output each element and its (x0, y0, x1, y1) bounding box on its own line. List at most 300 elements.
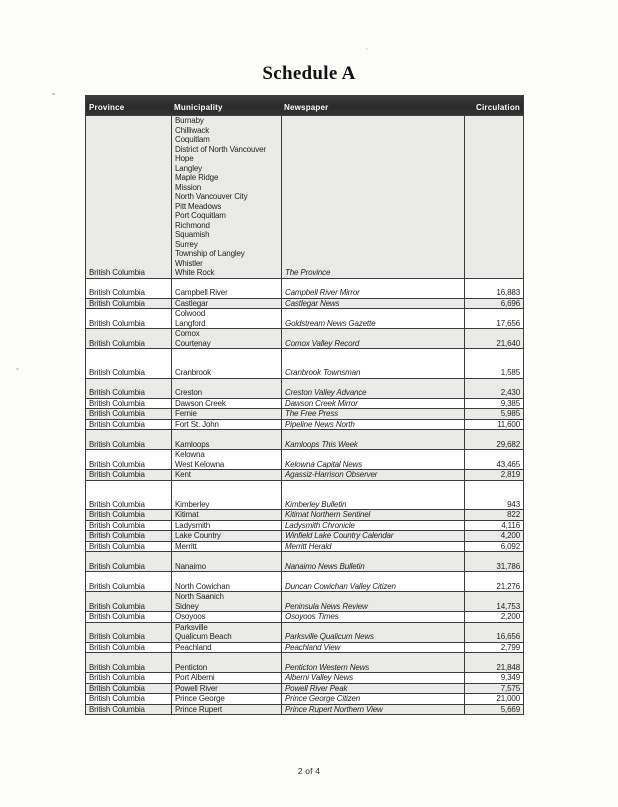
line-province: British Columbia (89, 704, 145, 714)
line-newspaper: Powell River Peak (285, 683, 348, 693)
line-province (86, 192, 171, 202)
line-municipality: Whistler (175, 258, 203, 268)
cell-newspaper (281, 572, 464, 591)
line-municipality: Fernie (175, 409, 197, 418)
cell-circulation (464, 684, 523, 694)
cell-province (86, 542, 171, 552)
line-newspaper (282, 653, 464, 663)
table-row (86, 552, 523, 572)
line-municipality: Chilliwack (175, 125, 210, 135)
schedule-table (85, 95, 524, 715)
line-province (86, 309, 171, 319)
line-newspaper (282, 240, 464, 250)
line-newspaper: Agassiz-Harrison Observer (285, 470, 378, 479)
cell-municipality (171, 694, 281, 704)
line-newspaper: Creston Valley Advance (285, 388, 367, 397)
cell-newspaper (281, 673, 464, 683)
line-circulation (465, 192, 523, 202)
line-municipality: Township of Langley (175, 249, 245, 258)
line-newspaper (282, 154, 464, 164)
line-municipality (172, 653, 281, 663)
cell-newspaper (281, 349, 464, 378)
line-province (86, 154, 171, 164)
cell-circulation (464, 409, 523, 419)
line-province (86, 359, 171, 369)
cell-municipality (171, 623, 281, 642)
line-circulation: 21,000 (496, 694, 520, 703)
table-row (86, 470, 523, 481)
cell-province (86, 379, 171, 398)
line-newspaper: Pipeline News North (285, 419, 355, 429)
cell-circulation (464, 116, 523, 278)
line-circulation: 5,669 (500, 704, 520, 714)
cell-municipality (171, 612, 281, 622)
line-province: British Columbia (89, 642, 145, 652)
table-row (86, 409, 523, 420)
cell-newspaper (281, 612, 464, 622)
table-row (86, 116, 523, 279)
cell-province (86, 521, 171, 531)
line-municipality: Powell River (175, 683, 218, 693)
cell-circulation (464, 673, 523, 683)
cell-province (86, 552, 171, 571)
cell-province (86, 531, 171, 541)
line-newspaper: Duncan Cowichan Valley Citizen (285, 581, 396, 591)
line-newspaper: Penticton Western News (285, 662, 370, 672)
column-header-province: Province (89, 103, 125, 112)
cell-province (86, 643, 171, 653)
line-circulation: 5,985 (500, 409, 520, 418)
cell-municipality (171, 430, 281, 449)
line-circulation: 43,465 (496, 459, 520, 469)
line-newspaper: Kimberley Bulletin (285, 499, 347, 509)
line-newspaper (282, 309, 464, 319)
table-row (86, 612, 523, 623)
line-municipality: Kimberley (175, 499, 210, 509)
line-municipality: Merritt (175, 541, 197, 551)
line-circulation: 6,696 (500, 298, 520, 308)
line-newspaper (282, 211, 464, 221)
line-province: British Columbia (89, 288, 145, 297)
line-circulation: 21,640 (496, 338, 520, 348)
cell-municipality (171, 542, 281, 552)
cell-municipality (171, 349, 281, 378)
cell-province (86, 399, 171, 409)
line-circulation: 17,656 (496, 318, 520, 328)
cell-newspaper (281, 643, 464, 653)
line-province: British Columbia (89, 388, 145, 397)
line-circulation: 21,848 (496, 662, 520, 672)
cell-newspaper (281, 450, 464, 469)
line-newspaper (282, 430, 464, 440)
line-province: British Columbia (89, 601, 145, 611)
line-province: British Columbia (89, 398, 145, 408)
cell-newspaper (281, 116, 464, 278)
cell-province (86, 430, 171, 449)
column-header-municipality: Municipality (174, 103, 223, 112)
cell-municipality (171, 309, 281, 328)
line-newspaper: Alberni Valley News (285, 673, 353, 682)
cell-circulation (464, 653, 523, 672)
cell-newspaper (281, 653, 464, 672)
table-row (86, 510, 523, 521)
line-province (86, 572, 171, 582)
line-newspaper (282, 126, 464, 136)
line-circulation (465, 572, 523, 582)
cell-newspaper (281, 531, 464, 541)
column-header-newspaper: Newspaper (284, 103, 329, 112)
line-province: British Columbia (89, 632, 145, 641)
table-row (86, 430, 523, 450)
cell-municipality (171, 379, 281, 398)
line-province (86, 379, 171, 389)
line-municipality: Maple Ridge (175, 173, 219, 182)
cell-municipality (171, 510, 281, 520)
line-province: British Columbia (89, 683, 145, 693)
cell-municipality (171, 450, 281, 469)
line-province (86, 202, 171, 212)
line-province (86, 116, 171, 126)
line-circulation (465, 259, 523, 269)
line-municipality: Comox (175, 329, 200, 338)
cell-province (86, 409, 171, 419)
line-circulation (465, 154, 523, 164)
line-newspaper (282, 135, 464, 145)
line-municipality: Squamish (175, 230, 210, 239)
cell-municipality (171, 481, 281, 510)
column-header-circulation: Circulation (476, 103, 520, 112)
cell-circulation (464, 399, 523, 409)
line-circulation (465, 329, 523, 339)
scan-speck (52, 93, 55, 95)
line-province (86, 249, 171, 259)
line-newspaper (282, 450, 464, 460)
line-province (86, 183, 171, 193)
table-row (86, 572, 523, 592)
cell-circulation (464, 552, 523, 571)
cell-municipality (171, 592, 281, 611)
line-circulation: 16,883 (496, 288, 520, 297)
table-row (86, 623, 523, 643)
line-circulation: 29,682 (496, 439, 520, 449)
line-circulation (465, 221, 523, 231)
line-municipality: Fort St. John (175, 419, 219, 429)
line-newspaper: Castlegar News (285, 298, 340, 308)
line-municipality: Port Alberni (175, 673, 215, 682)
line-municipality: Ladysmith (175, 520, 211, 530)
cell-province (86, 572, 171, 591)
line-newspaper (282, 116, 464, 126)
cell-province (86, 481, 171, 510)
cell-province (86, 299, 171, 309)
line-newspaper: Prince Rupert Northern View (285, 704, 383, 714)
cell-newspaper (281, 552, 464, 571)
line-circulation (465, 240, 523, 250)
line-circulation (465, 279, 523, 289)
line-municipality: Coquitlam (175, 135, 210, 144)
line-newspaper: Cranbrook Townsman (285, 368, 361, 377)
table-header (86, 96, 523, 116)
line-province (86, 126, 171, 136)
line-municipality: Sidney (175, 601, 199, 611)
cell-province (86, 673, 171, 683)
cell-municipality (171, 399, 281, 409)
line-municipality: Prince Rupert (175, 704, 222, 714)
line-newspaper: Peninsula News Review (285, 601, 368, 611)
line-municipality: Kelowna (175, 450, 205, 459)
line-circulation: 4,116 (501, 520, 520, 530)
line-newspaper: Osoyoos Times (285, 612, 339, 621)
line-municipality: North Cowichan (175, 581, 230, 591)
cell-newspaper (281, 409, 464, 419)
line-province: British Columbia (89, 612, 145, 621)
table-row (86, 705, 523, 715)
scan-speck (16, 368, 19, 370)
table-row (86, 521, 523, 532)
line-newspaper: Kelowna Capital News (285, 459, 363, 469)
cell-circulation (464, 481, 523, 510)
table-row (86, 643, 523, 654)
line-municipality: White Rock (175, 268, 215, 277)
table-row (86, 673, 523, 684)
cell-newspaper (281, 481, 464, 510)
line-newspaper: Comox Valley Record (285, 338, 360, 348)
line-newspaper (282, 259, 464, 269)
table-row (86, 592, 523, 612)
line-newspaper (282, 572, 464, 582)
line-municipality: Mission (175, 182, 202, 192)
line-municipality: West Kelowna (175, 459, 225, 469)
page-number: 2 of 4 (297, 766, 321, 776)
cell-newspaper (281, 684, 464, 694)
line-province: British Columbia (89, 459, 145, 469)
line-newspaper (282, 221, 464, 231)
cell-province (86, 705, 171, 715)
line-province (86, 552, 171, 562)
table-row (86, 279, 523, 299)
line-newspaper: Kamloops This Week (285, 439, 358, 449)
line-municipality: North Vancouver City (175, 192, 248, 201)
cell-newspaper (281, 309, 464, 328)
cell-circulation (464, 694, 523, 704)
line-newspaper (282, 349, 464, 359)
line-municipality: Lake Country (175, 531, 221, 540)
cell-newspaper (281, 299, 464, 309)
cell-province (86, 510, 171, 520)
cell-province (86, 420, 171, 430)
cell-circulation (464, 643, 523, 653)
line-province: British Columbia (89, 662, 145, 672)
line-circulation (465, 164, 523, 174)
line-circulation (465, 211, 523, 221)
line-municipality: Port Coquitlam (175, 211, 226, 220)
line-circulation (465, 126, 523, 136)
table-row (86, 299, 523, 310)
cell-circulation (464, 450, 523, 469)
line-circulation (465, 268, 523, 278)
cell-municipality (171, 116, 281, 278)
cell-circulation (464, 430, 523, 449)
line-municipality: Courtenay (175, 338, 211, 348)
line-newspaper (282, 173, 464, 183)
line-province (86, 221, 171, 231)
line-municipality: Langford (175, 318, 206, 328)
table-row (86, 542, 523, 553)
line-newspaper (282, 164, 464, 174)
line-circulation: 2,430 (500, 388, 520, 397)
line-municipality: Parksville (175, 622, 208, 632)
line-province: British Columbia (89, 338, 145, 348)
cell-municipality (171, 643, 281, 653)
cell-newspaper (281, 623, 464, 642)
line-circulation: 14,753 (496, 601, 520, 611)
line-municipality: Kamloops (175, 439, 210, 449)
cell-province (86, 612, 171, 622)
line-municipality: Pitt Meadows (175, 201, 222, 211)
table-row (86, 379, 523, 399)
line-circulation (465, 309, 523, 319)
cell-municipality (171, 420, 281, 430)
line-province (86, 279, 171, 289)
cell-municipality (171, 329, 281, 348)
cell-newspaper (281, 542, 464, 552)
line-municipality: Dawson Creek (175, 398, 226, 408)
line-municipality: Osoyoos (175, 612, 206, 621)
cell-circulation (464, 542, 523, 552)
line-province: British Columbia (89, 581, 145, 591)
line-newspaper (282, 145, 464, 155)
line-newspaper (282, 359, 464, 369)
line-municipality (172, 430, 281, 440)
cell-newspaper (281, 279, 464, 298)
line-newspaper: Parksville Qualicum News (285, 632, 374, 641)
line-municipality (172, 552, 281, 562)
line-newspaper (282, 183, 464, 193)
line-newspaper (282, 202, 464, 212)
line-municipality: Colwood (175, 309, 206, 318)
line-circulation (465, 135, 523, 145)
line-newspaper (282, 592, 464, 602)
cell-newspaper (281, 379, 464, 398)
line-municipality (172, 379, 281, 389)
line-newspaper (282, 230, 464, 240)
page-title: Schedule A (262, 63, 356, 84)
line-newspaper (282, 552, 464, 562)
line-municipality: Kent (175, 470, 191, 479)
line-province: British Columbia (89, 470, 145, 479)
cell-municipality (171, 299, 281, 309)
line-province (86, 211, 171, 221)
line-newspaper (282, 481, 464, 491)
line-circulation: 9,349 (500, 673, 520, 682)
line-municipality (172, 279, 281, 289)
cell-municipality (171, 552, 281, 571)
line-circulation (465, 481, 523, 491)
cell-municipality (171, 653, 281, 672)
line-municipality: Peachland (175, 642, 212, 652)
line-newspaper: Merritt Herald (285, 541, 332, 551)
cell-circulation (464, 623, 523, 642)
cell-province (86, 694, 171, 704)
table-row (86, 329, 523, 349)
cell-newspaper (281, 694, 464, 704)
cell-newspaper (281, 592, 464, 611)
line-newspaper: Goldstream News Gazette (285, 318, 376, 328)
line-circulation: 2,200 (500, 612, 520, 621)
line-newspaper (282, 379, 464, 389)
table-row (86, 653, 523, 673)
line-province (86, 173, 171, 183)
line-circulation (465, 592, 523, 602)
line-municipality: Creston (175, 388, 202, 397)
table-row (86, 684, 523, 695)
cell-newspaper (281, 470, 464, 480)
line-province (86, 623, 171, 633)
line-newspaper (282, 192, 464, 202)
line-municipality: Campbell River (175, 288, 228, 297)
cell-newspaper (281, 510, 464, 520)
line-newspaper: Kitimat Northern Sentinel (285, 510, 371, 519)
cell-circulation (464, 470, 523, 480)
line-municipality (172, 349, 281, 359)
line-newspaper: Campbell River Mirror (285, 288, 360, 297)
line-newspaper: Dawson Creek Mirror (285, 398, 358, 408)
line-municipality: Nanaimo (175, 561, 206, 571)
line-province: British Columbia (89, 531, 145, 540)
line-province: British Columbia (89, 409, 145, 418)
line-province (86, 135, 171, 145)
line-municipality: Prince George (175, 694, 225, 703)
line-newspaper (282, 279, 464, 289)
cell-newspaper (281, 521, 464, 531)
line-province (86, 430, 171, 440)
line-newspaper: Ladysmith Chronicle (285, 520, 355, 530)
line-circulation (465, 349, 523, 359)
line-municipality (172, 359, 281, 369)
cell-circulation (464, 612, 523, 622)
line-circulation (465, 249, 523, 259)
cell-province (86, 450, 171, 469)
line-municipality (172, 490, 281, 500)
line-municipality: Castlegar (175, 298, 208, 308)
line-municipality: Langley (175, 163, 202, 173)
line-circulation: 11,600 (497, 419, 520, 429)
cell-province (86, 309, 171, 328)
line-newspaper: Peachland View (285, 642, 341, 652)
cell-circulation (464, 379, 523, 398)
cell-newspaper (281, 705, 464, 715)
cell-municipality (171, 673, 281, 683)
line-circulation: 1,585 (500, 368, 520, 377)
line-municipality: Surrey (175, 239, 198, 249)
line-municipality: Cranbrook (175, 368, 212, 377)
cell-circulation (464, 521, 523, 531)
line-province: British Columbia (89, 499, 145, 509)
cell-circulation (464, 592, 523, 611)
line-circulation: 9,385 (500, 398, 520, 408)
cell-circulation (464, 510, 523, 520)
scan-speck (366, 48, 368, 50)
line-province (86, 240, 171, 250)
line-province: British Columbia (89, 368, 145, 377)
line-province: British Columbia (89, 541, 145, 551)
line-newspaper: The Province (285, 268, 331, 277)
line-municipality: Penticton (175, 662, 208, 672)
line-province: British Columbia (89, 419, 145, 429)
cell-circulation (464, 572, 523, 591)
line-province: British Columbia (89, 561, 145, 571)
line-circulation: 6,092 (500, 541, 520, 551)
